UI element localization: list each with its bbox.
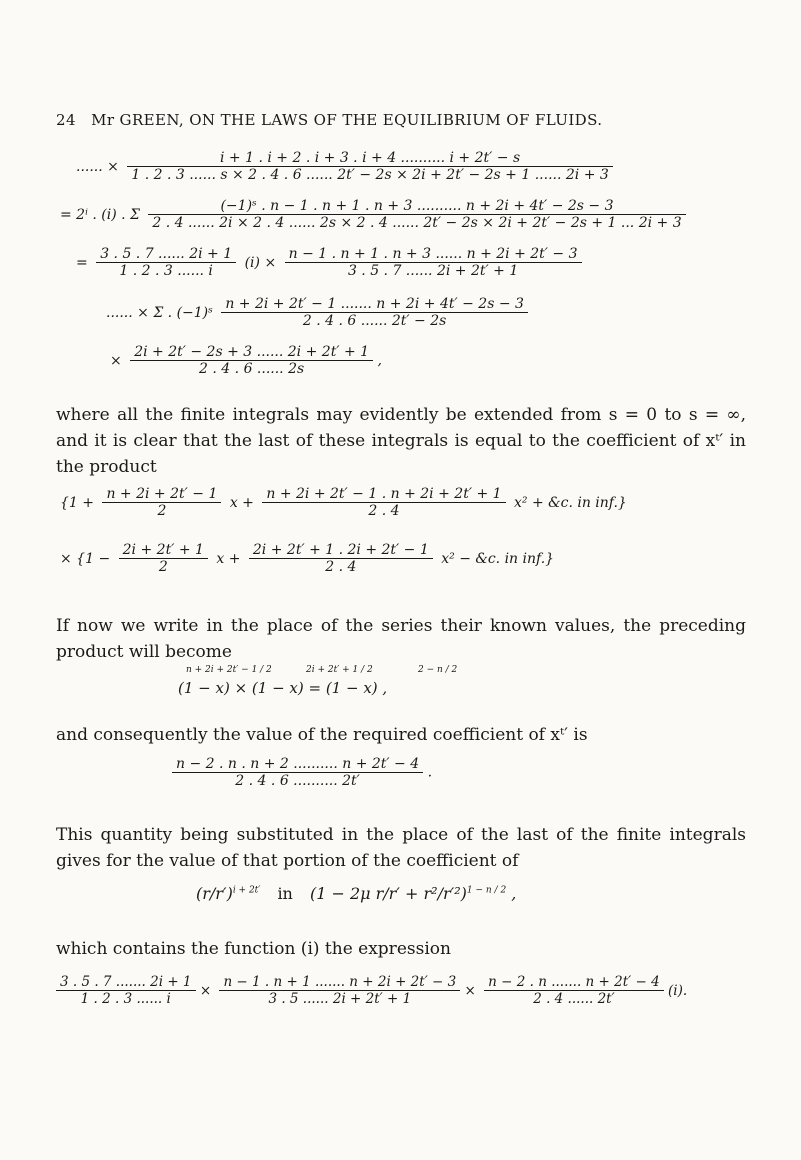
equation-5 [110,344,382,377]
eq2-lead: = 2ⁱ . (i) . Σ [60,206,140,223]
running-header [56,111,602,129]
eq3-mid: (i) × [244,254,277,271]
product-line-2 [60,542,558,575]
final-tail: (i). [667,982,688,999]
paragraph-2: If now we write in the place of the series their known values, the preceding product will become [56,616,746,662]
product-line-1 [60,486,631,519]
final-c-numerator: n − 2 . n ....... n + 2t′ − 4 [484,974,664,991]
eq2-numerator: (−1)ˢ . n − 1 . n + 1 . n + 3 .......... n + 2i + 4t′ − 2s − 3 [148,198,685,215]
prod1-mid: x + [229,494,254,511]
portion-paren: (1 − 2μ r/r′ + r²/r′²) [309,884,467,903]
prod2-f1-numerator: 2i + 2t′ + 1 [119,542,208,559]
prod2-lead: × {1 − [60,550,111,567]
prod1-fraction-2 [262,486,505,519]
equation-1 [76,150,613,183]
portion-paren-exponent: 1 − n / 2 [466,885,507,896]
final-times-1: × [199,982,212,999]
coef-tail: . [427,764,433,781]
final-b-numerator: n − 1 . n + 1 ....... n + 2i + 2t′ − 3 [219,974,460,991]
eq1-fraction [127,150,612,183]
prod1-f1-numerator: n + 2i + 2t′ − 1 [102,486,221,503]
eq4-numerator: n + 2i + 2t′ − 1 ....... n + 2i + 4t′ − 2s − 3 [221,296,528,313]
eq5-lead: × [110,352,122,369]
coef-denominator: 2 . 4 . 6 .......... 2t′ [235,773,360,789]
running-title: Mr GREEN, ON THE LAWS OF THE EQUILIBRIUM OF FLUIDS. [91,111,603,129]
final-fraction-a [56,974,196,1007]
equation-3 [76,246,582,279]
prod1-f2-numerator: n + 2i + 2t′ − 1 . n + 2i + 2t′ + 1 [262,486,505,503]
paragraph-3: and consequently the value of the required coefficient of xᵗ′ is [56,725,588,745]
final-fraction-c [484,974,664,1007]
eq3-a-denominator: 1 . 2 . 3 ...... i [119,263,213,279]
eq3-fraction-a [96,246,236,279]
coefficient-equation [172,756,432,789]
prod2-f2-numerator: 2i + 2t′ + 1 . 2i + 2t′ − 1 [249,542,433,559]
known-expression: (1 − x) × (1 − x) = (1 − x) , [178,679,388,697]
equation-4 [106,296,528,329]
coef-fraction [172,756,423,789]
eq4-denominator: 2 . 4 . 6 ...... 2t′ − 2s [302,313,447,329]
final-times-2: × [464,982,476,999]
eq3-lead: = [76,254,88,271]
equation-2 [60,198,686,231]
prod2-f2-denominator: 2 . 4 [325,559,357,575]
eq3-b-numerator: n − 1 . n + 1 . n + 3 ...... n + 2i + 2t′ − 3 [285,246,582,263]
portion-exponent: i + 2t′ [232,885,261,896]
final-a-numerator: 3 . 5 . 7 ....... 2i + 1 [56,974,196,991]
paragraph-1: where all the finite integrals may evidently be extended from s = 0 to s = ∞, and it is clear that the last of these integrals is equal to the coefficient of xᵗ′ in the product [56,405,746,477]
prod2-fraction-1 [119,542,208,575]
prod2-f1-denominator: 2 [158,559,168,575]
prod1-tail: x² + &c. in inf.} [514,494,627,511]
final-a-denominator: 1 . 2 . 3 ...... i [80,991,171,1007]
prod1-f2-denominator: 2 . 4 [368,503,400,519]
eq2-fraction [148,198,685,231]
eq1-denominator: 1 . 2 . 3 ...... s × 2 . 4 . 6 ...... 2t′ − 2s × 2i + 2t′ − 2s + 1 ...... 2i + 3 [131,167,609,183]
eq4-lead: ...... × Σ . (−1)ˢ [106,304,213,321]
page-number: 24 [56,111,76,129]
final-b-denominator: 3 . 5 ...... 2i + 2t′ + 1 [268,991,412,1007]
prod1-f1-denominator: 2 [157,503,167,519]
coef-numerator: n − 2 . n . n + 2 .......... n + 2t′ − 4 [172,756,423,773]
final-c-denominator: 2 . 4 ...... 2t′ [533,991,615,1007]
portion-expression [196,884,516,903]
final-expression [56,974,691,1007]
prod2-tail: x² − &c. in inf.} [441,550,555,567]
portion-tail: , [511,884,517,903]
eq1-lead: ...... × [76,158,119,175]
portion-word: in [277,884,293,903]
paragraph-4: This quantity being substituted in the place of the last of the finite integrals gives for the value of that portion of the coefficient of [56,825,746,871]
eq4-fraction [221,296,528,329]
known-exp-1: n + 2i + 2t′ − 1 / 2 [186,665,272,675]
eq5-numerator: 2i + 2t′ − 2s + 3 ...... 2i + 2t′ + 1 [130,344,373,361]
prod1-lead: {1 + [60,494,94,511]
eq3-b-denominator: 3 . 5 . 7 ...... 2i + 2t′ + 1 [347,263,519,279]
eq5-fraction [130,344,373,377]
prod2-mid: x + [216,550,241,567]
eq5-tail: , [377,352,382,369]
prod1-fraction-1 [102,486,221,519]
eq3-fraction-b [285,246,582,279]
known-exp-2: 2i + 2t′ + 1 / 2 [306,665,373,675]
final-fraction-b [219,974,460,1007]
eq3-a-numerator: 3 . 5 . 7 ...... 2i + 1 [96,246,236,263]
eq5-denominator: 2 . 4 . 6 ...... 2s [199,361,305,377]
known-exp-3: 2 − n / 2 [418,665,458,675]
eq1-numerator: i + 1 . i + 2 . i + 3 . i + 4 .......... i + 2t′ − s [127,150,612,167]
portion-base: (r/r′) [196,884,233,903]
prod2-fraction-2 [249,542,433,575]
known-values-equation [178,665,598,701]
eq2-denominator: 2 . 4 ...... 2i × 2 . 4 ...... 2s × 2 . 4 ...... 2t′ − 2s × 2i + 2t′ − 2s + 1 ... 2i + 3 [152,215,682,231]
paragraph-5: which contains the function (i) the expression [56,939,451,959]
